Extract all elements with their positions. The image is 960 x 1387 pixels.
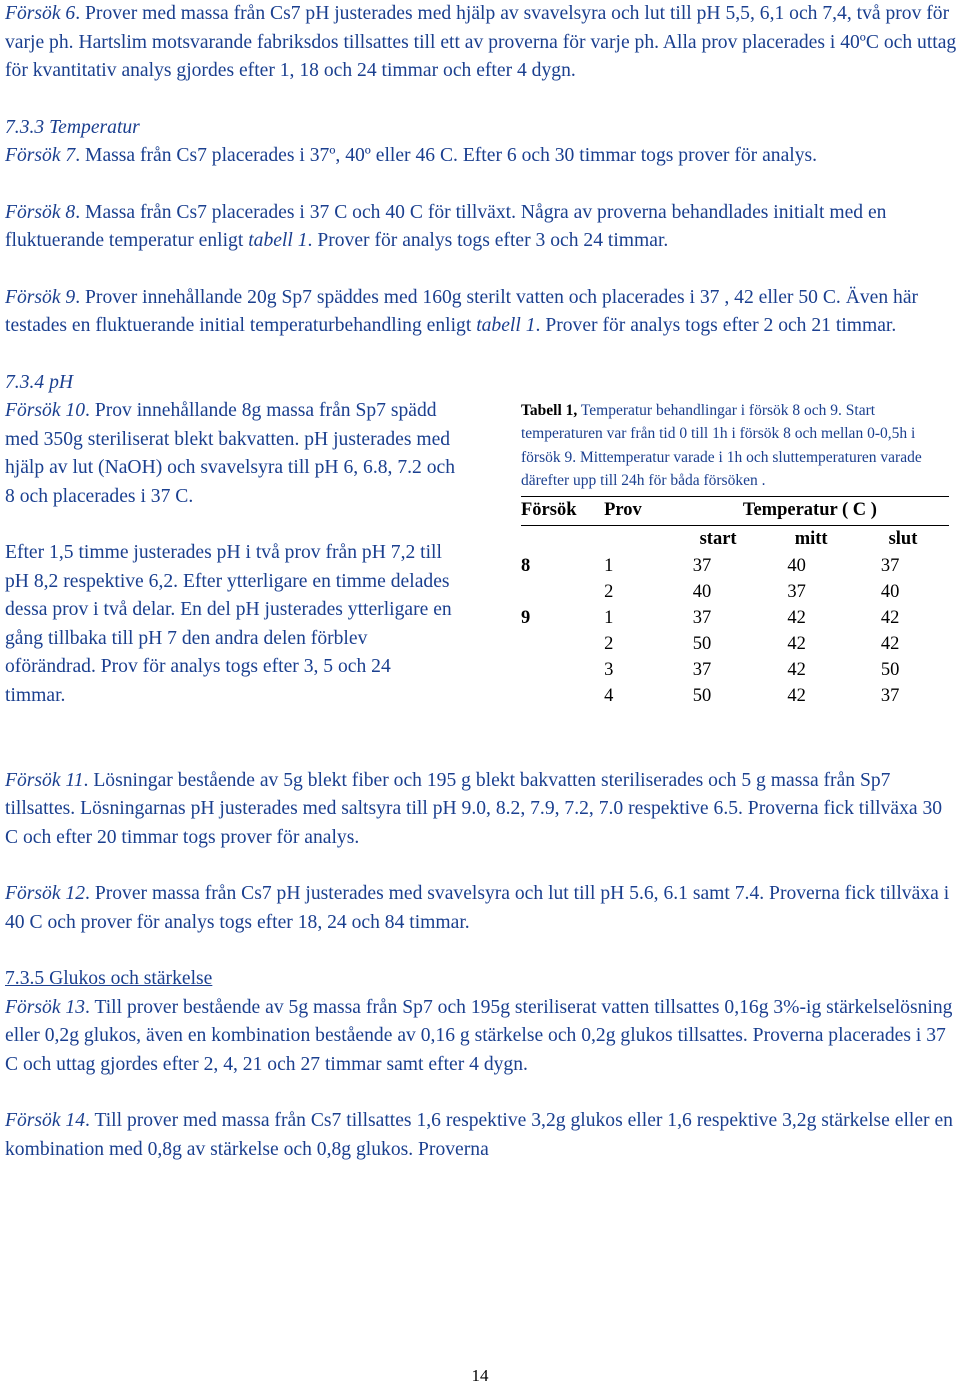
paragraph-forsok-13: [5, 994, 957, 1080]
left-column: [5, 369, 455, 711]
section-heading-temperatur: 7.3.3 Temperatur: [5, 116, 140, 138]
cell-start: 40: [692, 582, 712, 603]
table-row: [521, 606, 949, 632]
paragraph-text: . Prover med massa från Cs7 pH justerades med hjälp av svavelsyra och lut till pH 5,5, 6,1 och 7,4, två prov för varje ph. Hartslim motsvarande fabriksdos tillsattes till ett av proverna för varje ph. Alla prov placerades i 40ºC och uttag för kvantitativ analys gjordes efter 1, 18 och 24 timmar och efter 4 dygn.: [5, 3, 957, 81]
subheader-mitt: mitt: [794, 529, 828, 550]
cell-forsok: [521, 580, 604, 606]
cell-start: 50: [692, 686, 712, 707]
cell-forsok: [521, 632, 604, 658]
paragraph-forsok-12: [5, 880, 957, 937]
paragraph-forsok-10: [5, 397, 455, 511]
table-row: [521, 632, 949, 658]
paragraph-text: . Prov innehållande 8g massa från Sp7 spädd med 350g steriliserat blekt bakvatten. pH justerades med hjälp av lut (NaOH) och svavelsyra till pH 6, 6.8, 7.2 och 8 och placerades i 37 C.: [5, 400, 456, 507]
cell-forsok: [521, 658, 604, 684]
cell-prov: 1: [604, 608, 614, 629]
paragraph-text: . Massa från Cs7 placerades i 37 C och 40 C för tillväxt. Några av proverna behandlades initialt med en fluktuerande temperatur enligt: [5, 201, 887, 251]
cell-prov: 3: [604, 660, 614, 681]
cell-slut: 42: [880, 634, 900, 655]
paragraph-text: . Prover innehållande 20g Sp7 späddes med 160g sterilt vatten och placerades i 37 , 42 eller 50 C. Även här testades en fluktuerande initial temperaturbehandling enligt: [5, 286, 919, 336]
experiment-label: Försök 9: [5, 286, 76, 308]
table-reference: tabell 1: [476, 315, 536, 336]
experiment-label: Försök 11: [5, 769, 84, 791]
cell-slut: 40: [880, 582, 900, 603]
experiment-label: Försök 14: [5, 1110, 86, 1131]
paragraph-text: . Till prover med massa från Cs7 tillsattes 1,6 respektive 3,2g glukos eller 1,6 respektive 3,2g stärkelse eller en kombination med 0,8g av stärkelse och 0,8g glukos. Proverna: [5, 1110, 953, 1160]
subheader-start: start: [699, 529, 737, 550]
paragraph-forsok-6: [5, 0, 957, 86]
paragraph-forsok-8: [5, 199, 957, 256]
cell-prov: 2: [604, 582, 614, 603]
table-1-block: [521, 399, 953, 710]
cell-slut: 42: [880, 608, 900, 629]
table-caption-text: Temperatur behandlingar i försök 8 och 9. Start temperaturen var från tid 0 till 1h i försök 8 och mellan 0-0,5h i försök 9. Mittemperatur varade i 1h och sluttemperaturen varade därefter upp till 24h för båda försöken .: [521, 401, 922, 490]
paragraph-text: . Prover massa från Cs7 pH justerades med svavelsyra och lut till pH 5.6, 6.1 samt 7.4. Proverna fick tillväxa i 40 C och prover för analys togs efter 18, 24 och 84 timmar.: [5, 883, 950, 933]
table-reference: tabell 1: [248, 230, 308, 251]
cell-slut: 37: [880, 686, 900, 707]
cell-start: 37: [692, 608, 712, 629]
paragraph-text: . Till prover bestående av 5g massa från Sp7 och 195g steriliserat vatten tillsattes 0,16g 3%-ig stärkelselösning eller 0,2g glukos, även en kombination bestående av 0,16 g stärkelse och 0,2g glukos tillsattes. Proverna placerades i 37 C och uttag gjordes efter 2, 4, 21 och 27 timmar samt efter 4 dygn.: [5, 996, 953, 1075]
table-row: [521, 580, 949, 606]
cell-mitt: 42: [787, 686, 806, 707]
paragraph-ph-adjustment: Efter 1,5 timme justerades pH i två prov från pH 7,2 till pH 8,2 respektive 6,2. Efter ytterligare en timme delades dessa prov i två delar. En del pH justerades ytterligare en gång tillbaka till pH 7 den andra delen förblev oförändrad. Prov för analys togs efter 3, 5 och 24 timmar.: [5, 542, 452, 706]
cell-mitt: 42: [787, 634, 806, 655]
table-caption-label: Tabell 1,: [521, 401, 578, 419]
col-header-forsok: Försök: [521, 496, 604, 525]
experiment-label: Försök 6: [5, 3, 76, 24]
table-row: [521, 658, 949, 684]
page-number: 14: [471, 1366, 489, 1385]
cell-prov: 1: [604, 556, 614, 577]
cell-prov: 2: [604, 634, 614, 655]
cell-slut: 50: [880, 660, 900, 681]
temperature-table: [521, 496, 949, 710]
paragraph-forsok-11: [5, 767, 957, 853]
experiment-label: Försök 7: [5, 145, 76, 166]
paragraph-text: . Lösningar bestående av 5g blekt fiber och 195 g blekt bakvatten steriliserades och 5 g massa från Sp7 tillsattes. Lösningarnas pH justerades med saltsyra till pH 9.0, 8.2, 7.9, 7.2, 7.0 respektive 6.5. Proverna fick tillväxa 30 C och efter 20 timmar togs prover för analys.: [5, 769, 943, 848]
cell-mitt: 37: [787, 582, 806, 603]
col-header-temperatur: Temperatur ( C ): [671, 496, 949, 525]
experiment-label: Försök 10: [5, 400, 86, 421]
paragraph-text: . Prover för analys togs efter 3 och 24 timmar.: [307, 230, 669, 251]
cell-prov: 4: [604, 686, 614, 707]
paragraph-text: . Prover för analys togs efter 2 och 21 timmar.: [535, 315, 897, 336]
table-row: [521, 684, 949, 710]
cell-mitt: 40: [787, 556, 806, 577]
section-heading-glukos: 7.3.5 Glukos och stärkelse: [5, 968, 213, 989]
cell-forsok: [521, 684, 604, 710]
cell-mitt: 42: [787, 660, 806, 681]
col-header-prov: Prov: [604, 496, 671, 525]
experiment-label: Försök 13: [5, 996, 86, 1018]
cell-start: 37: [692, 660, 712, 681]
cell-forsok: 8: [521, 556, 531, 577]
experiment-label: Försök 12: [5, 883, 86, 904]
cell-slut: 37: [880, 556, 900, 577]
table-row: [521, 554, 949, 580]
paragraph-forsok-9: [5, 284, 957, 341]
subheader-slut: slut: [888, 529, 918, 550]
cell-forsok: 9: [521, 608, 531, 629]
paragraph-forsok-14: [5, 1107, 957, 1164]
cell-start: 37: [692, 556, 712, 577]
experiment-label: Försök 8: [5, 201, 76, 223]
cell-mitt: 42: [787, 608, 806, 629]
cell-start: 50: [692, 634, 712, 655]
section-heading-ph: 7.3.4 pH: [5, 371, 74, 393]
two-column-section: [5, 369, 957, 755]
paragraph-text: . Massa från Cs7 placerades i 37º, 40º eller 46 C. Efter 6 och 30 timmar togs prover för analys.: [75, 145, 818, 166]
paragraph-forsok-7: [5, 142, 957, 171]
table-caption: [521, 399, 953, 493]
page-content: [5, 0, 957, 1164]
